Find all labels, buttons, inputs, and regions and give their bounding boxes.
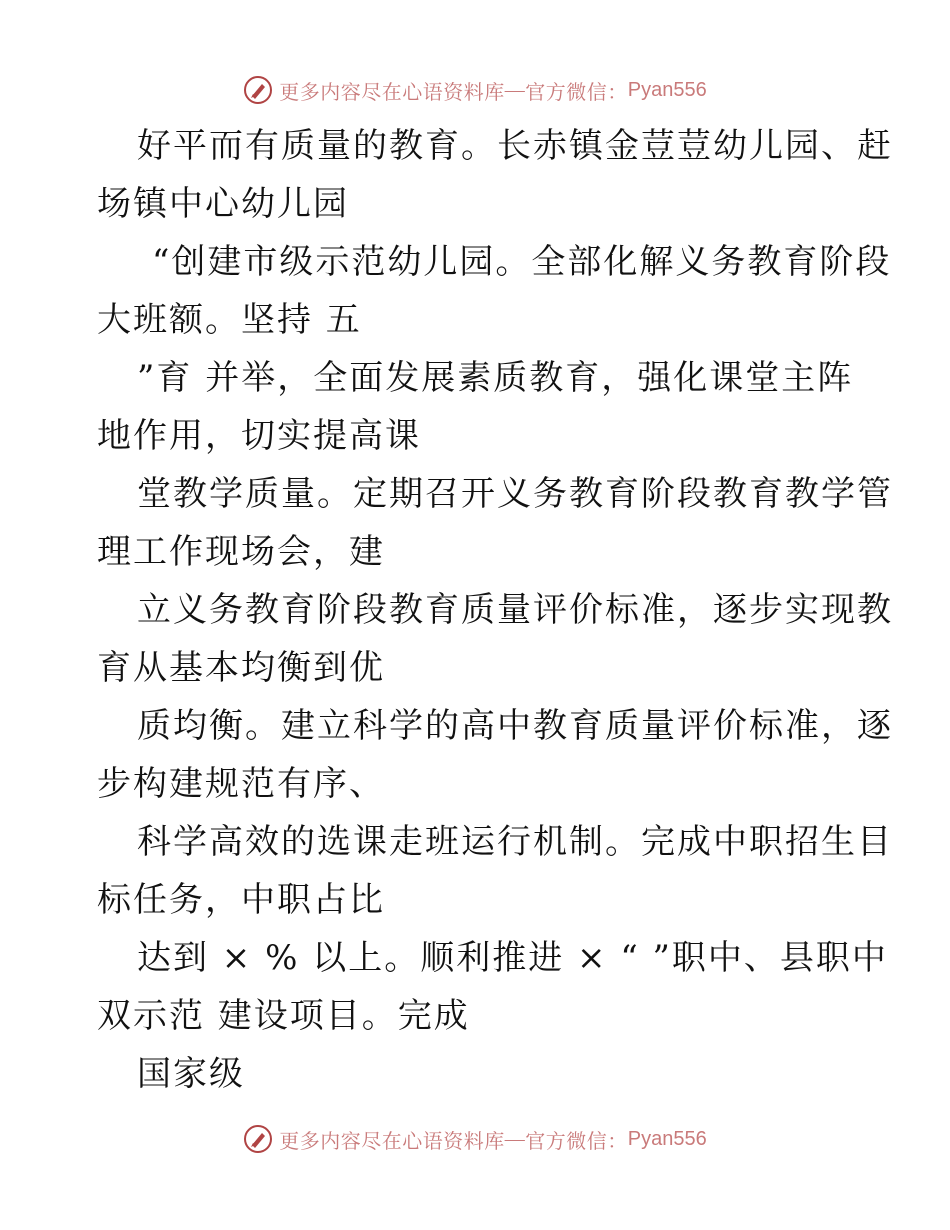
footer-wechat-label: 官方微信： (525, 1130, 628, 1153)
footer-site-text: 更多内容尽在心语资料库 (279, 1130, 505, 1153)
text-line: 步构建规范有序、 (97, 764, 385, 804)
footer-wechat-id: Pyan556 (627, 1127, 707, 1150)
pen-nib-logo-icon (243, 1124, 273, 1154)
text-line: 好平而有质量的教育。长赤镇金荳荳幼儿园、赶 (137, 126, 893, 166)
text-line: 立义务教育阶段教育质量评价标准，逐步实现教 (137, 590, 893, 630)
document-body (97, 117, 893, 1103)
footer-dash: — (504, 1127, 526, 1150)
text-line: ”育 并举，全面发展素质教育，强化课堂主阵 (137, 358, 854, 398)
text-line: 大班额。坚持 五 (97, 300, 362, 340)
header-site-text: 更多内容尽在心语资料库 (279, 81, 505, 104)
text-line: 科学高效的选课走班运行机制。完成中职招生目 (137, 822, 893, 862)
text-line: 标任务，中职占比 (97, 880, 385, 920)
text-line: 堂教学质量。定期召开义务教育阶段教育教学管 (137, 474, 893, 514)
text-line: 国家级 (137, 1054, 245, 1094)
text-line: 理工作现场会，建 (97, 532, 385, 572)
header-wechat-label: 官方微信： (525, 81, 628, 104)
text-line: 场镇中心幼儿园 (97, 184, 349, 224)
footer-watermark-banner (0, 1119, 950, 1159)
text-line: 育从基本均衡到优 (97, 648, 385, 688)
pen-nib-logo-icon (243, 75, 273, 105)
text-line: 双示范 建设项目。完成 (97, 996, 470, 1036)
header-watermark-banner (0, 70, 950, 110)
text-line: 达到 × % 以上。顺利推进 × “ ”职中、县职中 (137, 938, 888, 978)
text-line: “创建市级示范幼儿园。全部化解义务教育阶段 (152, 242, 892, 282)
header-dash: — (504, 78, 526, 101)
header-wechat-id: Pyan556 (627, 78, 707, 101)
text-line: 质均衡。建立科学的高中教育质量评价标准，逐 (137, 706, 893, 746)
text-line: 地作用，切实提高课 (97, 416, 421, 456)
